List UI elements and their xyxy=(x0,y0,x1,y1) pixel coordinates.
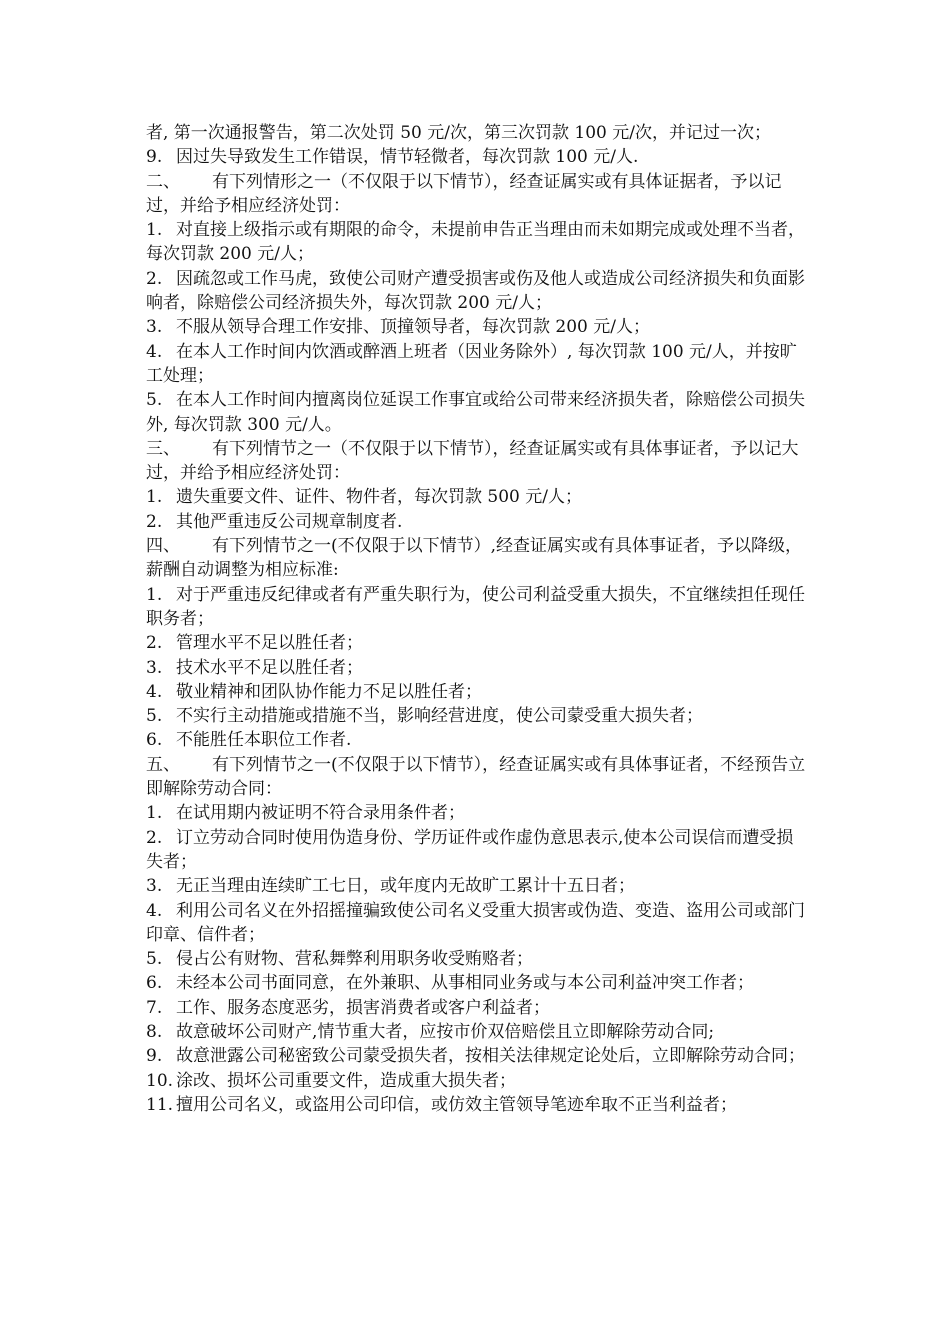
paragraph xyxy=(146,218,806,267)
paragraph-text: 不服从领导合理工作安排、顶撞领导者，每次罚款 200 元/人； xyxy=(176,317,650,338)
paragraph-text: 对直接上级指示或有期限的命令，未提前申告正当理由而未如期完成或处理不当者，每次罚款 200 元/人； xyxy=(146,220,805,265)
item-number: 2. xyxy=(146,827,163,848)
paragraph xyxy=(146,631,806,655)
paragraph xyxy=(146,1093,806,1117)
paragraph xyxy=(146,534,806,583)
paragraph-text: 在本人工作时间内擅离岗位延误工作事宜或给公司带来经济损失者，除赔偿公司损失外, 每次罚款 300 元/人。 xyxy=(146,390,805,435)
paragraph-text: 利用公司名义在外招摇撞骗致使公司名义受重大损害或伪造、变造、盗用公司或部门印章、信件者； xyxy=(146,900,805,945)
paragraph-text: 擅用公司名义，或盗用公司印信，或仿效主管领导笔迹牟取不正当利益者； xyxy=(176,1094,737,1115)
paragraph xyxy=(146,801,806,825)
paragraph xyxy=(146,267,806,316)
item-number: 1. xyxy=(146,584,163,605)
paragraph xyxy=(146,680,806,704)
item-number: 3. xyxy=(146,317,163,338)
paragraph xyxy=(146,1020,806,1044)
item-number: 6. xyxy=(146,730,163,751)
paragraph-text: 无正当理由连续旷工七日，或年度内无故旷工累计十五日者； xyxy=(176,876,635,897)
section-number: 二、 xyxy=(146,171,180,192)
paragraph-text: 敬业精神和团队协作能力不足以胜任者； xyxy=(176,681,482,702)
paragraph xyxy=(146,899,806,948)
paragraph-text: 其他严重违反公司规章制度者. xyxy=(176,511,403,532)
paragraph xyxy=(146,485,806,509)
paragraph-text: 技术水平不足以胜任者； xyxy=(176,657,363,678)
item-number: 10. xyxy=(146,1070,174,1091)
paragraph-text: 管理水平不足以胜任者； xyxy=(176,633,363,654)
paragraph xyxy=(146,874,806,898)
paragraph-text: 有下列情节之一（不仅限于以下情节），经查证属实或有具体事证者，予以记大过，并给予相应经济处罚： xyxy=(146,438,799,484)
item-number: 11. xyxy=(146,1094,174,1115)
paragraph xyxy=(146,753,806,802)
item-number: 5. xyxy=(146,949,163,970)
paragraph-text: 不实行主动措施或措施不当，影响经营进度，使公司蒙受重大损失者； xyxy=(176,706,703,727)
paragraph-text: 因过失导致发生工作错误，情节轻微者，每次罚款 100 元/人. xyxy=(176,147,639,168)
paragraph-text: 对于严重违反纪律或者有严重失职行为，使公司利益受重大损失，不宜继续担任现任职务者； xyxy=(146,584,805,629)
section-number: 五、 xyxy=(146,754,180,775)
paragraph-text: 侵占公有财物、营私舞弊利用职务收受贿赂者； xyxy=(176,949,533,970)
paragraph xyxy=(146,388,806,437)
item-number: 2. xyxy=(146,511,163,532)
item-number: 6. xyxy=(146,973,163,994)
item-number: 4. xyxy=(146,900,163,921)
item-number: 1. xyxy=(146,220,163,241)
paragraph-text: 故意泄露公司秘密致公司蒙受损失者，按相关法律规定论处后，立即解除劳动合同； xyxy=(176,1046,805,1067)
item-number: 4. xyxy=(146,341,163,362)
paragraph-text: 工作、服务态度恶劣，损害消费者或客户利益者； xyxy=(176,997,550,1018)
item-number: 7. xyxy=(146,997,163,1018)
paragraph xyxy=(146,947,806,971)
section-number: 三、 xyxy=(146,438,180,459)
item-number: 4. xyxy=(146,681,163,702)
paragraph-text: 在试用期内被证明不符合录用条件者； xyxy=(176,803,465,824)
paragraph xyxy=(146,121,806,145)
paragraph-text: 未经本公司书面同意，在外兼职、从事相同业务或与本公司利益冲突工作者； xyxy=(176,973,754,994)
paragraph xyxy=(146,656,806,680)
paragraph-text: 者, 第一次通报警告，第二次处罚 50 元/次，第三次罚款 100 元/次，并记过一次； xyxy=(146,123,771,143)
paragraph xyxy=(146,340,806,389)
paragraph xyxy=(146,1069,806,1093)
paragraph-text: 有下列情节之一(不仅限于以下情节），经查证属实或有具体事证者，不经预告立即解除劳动合同： xyxy=(146,754,806,800)
paragraph-text: 有下列情节之一(不仅限于以下情节）,经查证属实或有具体事证者，予以降级，薪酬自动调整为相应标准: xyxy=(146,536,803,581)
item-number: 1. xyxy=(146,487,163,508)
paragraph-text: 不能胜任本职位工作者. xyxy=(176,730,352,751)
paragraph xyxy=(146,145,806,169)
paragraph-text: 因疏忽或工作马虎，致使公司财产遭受损害或伤及他人或造成公司经济损失和负面影响者，除赔偿公司经济损失外，每次罚款 200 元/人； xyxy=(146,268,805,314)
item-number: 2. xyxy=(146,633,163,654)
paragraph xyxy=(146,728,806,752)
item-number: 5. xyxy=(146,390,163,411)
paragraph xyxy=(146,170,806,219)
paragraph xyxy=(146,704,806,728)
paragraph-text: 在本人工作时间内饮酒或醉酒上班者（因业务除外）, 每次罚款 100 元/人，并按旷工处理； xyxy=(146,341,797,386)
item-number: 1. xyxy=(146,803,163,824)
item-number: 3. xyxy=(146,657,163,678)
paragraph xyxy=(146,583,806,632)
document-body xyxy=(146,121,806,1117)
item-number: 3. xyxy=(146,876,163,897)
section-number: 四、 xyxy=(146,536,180,557)
item-number: 2. xyxy=(146,268,163,289)
paragraph xyxy=(146,1044,806,1068)
paragraph-text: 遗失重要文件、证件、物件者，每次罚款 500 元/人； xyxy=(176,487,582,508)
paragraph xyxy=(146,971,806,995)
item-number: 9. xyxy=(146,1046,163,1067)
paragraph xyxy=(146,510,806,534)
paragraph-text: 有下列情形之一（不仅限于以下情节），经查证属实或有具体证据者，予以记过，并给予相应经济处罚： xyxy=(146,171,782,216)
item-number: 9. xyxy=(146,147,163,168)
paragraph xyxy=(146,826,806,875)
paragraph-text: 故意破坏公司财产,情节重大者，应按市价双倍赔偿且立即解除劳动合同; xyxy=(176,1021,715,1042)
item-number: 8. xyxy=(146,1021,163,1042)
item-number: 5. xyxy=(146,706,163,727)
paragraph xyxy=(146,996,806,1020)
paragraph xyxy=(146,437,806,486)
paragraph-text: 订立劳动合同时使用伪造身份、学历证件或作虚伪意思表示,使本公司误信而遭受损失者； xyxy=(146,827,794,872)
paragraph-text: 涂改、损坏公司重要文件，造成重大损失者； xyxy=(176,1070,516,1091)
paragraph xyxy=(146,315,806,339)
